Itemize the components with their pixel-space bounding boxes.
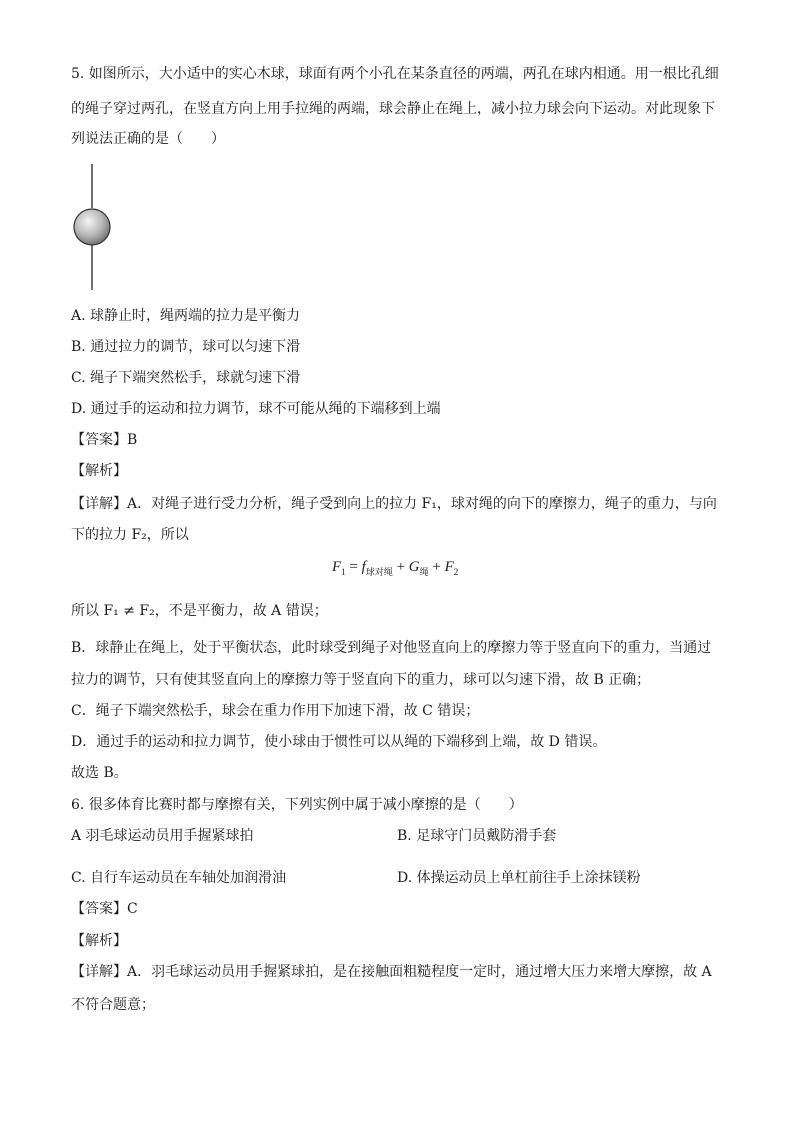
formula-rhs: F [444,559,454,575]
formula-lhs: F [332,559,342,575]
q6-stem: 6. 很多体育比赛时都与摩擦有关，下列实例中属于减小摩擦的是（ ） [71,797,523,813]
q5-explain-line-1: 所以 F₁ ≠ F₂，不是平衡力，故 A 错误； [71,603,328,619]
q5-detail-line-2: 下的拉力 F₂，所以 [71,527,189,543]
formula-rhs-sub: 2 [453,567,459,577]
q5-option-a: A. 球静止时，绳两端的拉力是平衡力 [71,308,301,324]
wooden-ball [74,209,110,245]
q5-analysis-heading: 【解析】 [71,463,127,479]
q6-option-b: B. 足球守门员戴防滑手套 [397,828,557,844]
q6-detail-line-2: 不符合题意； [71,997,155,1013]
formula-lhs-sub: 1 [341,567,346,577]
formula-gravity: G [408,559,420,575]
q5-explain-line-6: 故选 B。 [71,765,128,781]
q5-stem-line-3: 列说法正确的是（ ） [71,131,225,147]
formula-friction: f [361,559,366,575]
q5-explain-line-3: 拉力的调节，只有使其竖直向上的摩擦力等于竖直向下的重力，球可以匀速下滑，故 B 正确； [71,672,651,688]
q5-explain-line-2: B．球静止在绳上，处于平衡状态，此时球受到绳子对他竖直向上的摩擦力等于竖直向下的重力，当通过 [71,640,712,656]
q6-analysis-heading: 【解析】 [71,933,127,949]
q5-detail-line-1: 【详解】A．对绳子进行受力分析，绳子受到向上的拉力 F₁，球对绳的向下的摩擦力，绳子的重力，与向 [71,496,717,512]
formula-gravity-sub: 绳 [419,567,429,577]
q6-option-c: C. 自行车运动员在车轴处加润滑油 [71,870,287,886]
q5-answer: 【答案】B [71,432,138,448]
q6-option-a: A 羽毛球运动员用手握紧球拍 [71,828,254,844]
q5-explain-line-4: C．绳子下端突然松手，球会在重力作用下加速下滑，故 C 错误； [71,703,480,719]
q5-force-equation: $F_1 = f_{球对绳} + G_绳 + F_2$ [332,559,459,577]
q5-option-d: D. 通过手的运动和拉力调节，球不可能从绳的下端移到上端 [71,401,441,417]
q5-option-b: B. 通过拉力的调节，球可以匀速下滑 [71,339,301,355]
q5-stem-line-1: 5. 如图所示，大小适中的实心木球，球面有两个小孔在某条直径的两端，两孔在球内相通。用一根比孔细 [71,66,719,82]
q6-detail-line-1: 【详解】A．羽毛球运动员用手握紧球拍，是在接触面粗糙程度一定时，通过增大压力来增大摩擦，故 A [71,964,712,980]
ball-on-rope-figure [60,160,130,295]
q6-answer: 【答案】C [71,901,138,917]
q6-option-d: D. 体操运动员上单杠前往手上涂抹镁粉 [397,870,641,886]
formula-friction-sub: 球对绳 [365,567,393,577]
q5-option-c: C. 绳子下端突然松手，球就匀速下滑 [71,370,301,386]
q5-stem-line-2: 的绳子穿过两孔，在竖直方向上用手拉绳的两端，球会静止在绳上，减小拉力球会向下运动。对此现象下 [71,101,715,117]
q5-explain-line-5: D．通过手的运动和拉力调节，使小球由于惯性可以从绳的下端移到上端，故 D 错误。 [71,734,607,750]
